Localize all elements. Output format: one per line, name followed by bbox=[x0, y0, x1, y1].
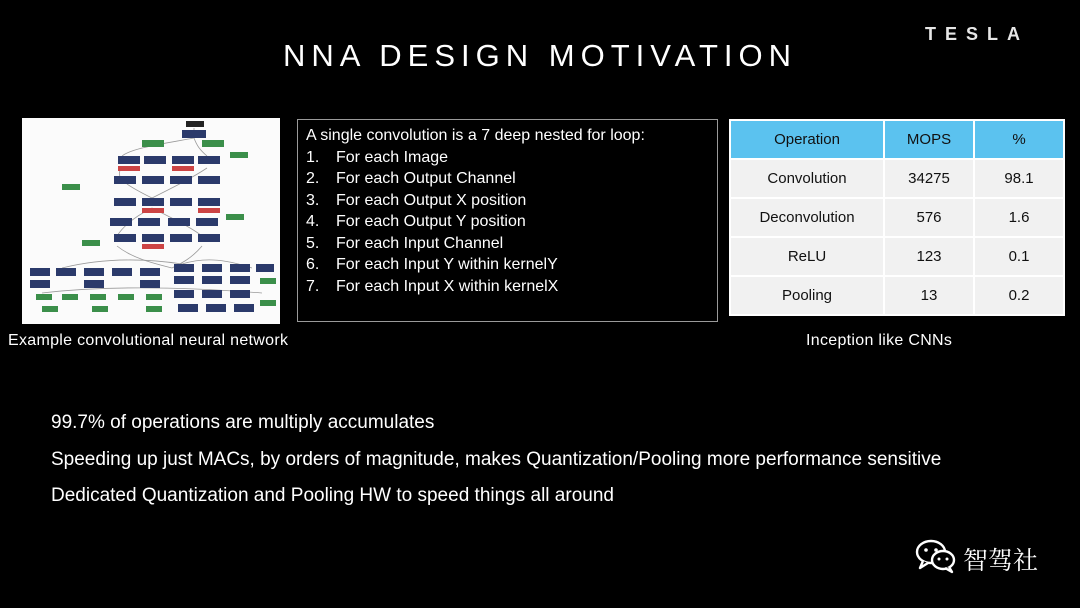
wechat-watermark bbox=[915, 538, 1038, 579]
bullet-list bbox=[51, 412, 941, 522]
cell-operation: Pooling bbox=[730, 276, 884, 315]
table-row bbox=[730, 198, 1064, 237]
cell-operation: Convolution bbox=[730, 159, 884, 198]
tesla-logo: TESLA bbox=[925, 24, 1030, 44]
cell-operation: Deconvolution bbox=[730, 198, 884, 237]
cell-mops: 576 bbox=[884, 198, 974, 237]
header-percent: % bbox=[974, 120, 1064, 159]
cell-percent: 0.2 bbox=[974, 276, 1064, 315]
table-row bbox=[730, 276, 1064, 315]
cell-mops: 123 bbox=[884, 237, 974, 276]
loop-item: 4. For each Output Y position bbox=[306, 213, 526, 230]
cnn-diagram bbox=[22, 118, 280, 324]
cell-operation: ReLU bbox=[730, 237, 884, 276]
cell-percent: 98.1 bbox=[974, 159, 1064, 198]
table-row bbox=[730, 237, 1064, 276]
header-mops: MOPS bbox=[884, 120, 974, 159]
table-header-row bbox=[730, 120, 1064, 159]
operations-table bbox=[729, 119, 1065, 316]
bullet-item: Dedicated Quantization and Pooling HW to speed things all around bbox=[51, 485, 614, 506]
diagram-caption: Example convolutional neural network bbox=[8, 332, 289, 349]
bullet-item: Speeding up just MACs, by orders of magnitude, makes Quantization/Pooling more performance sensitive bbox=[51, 448, 942, 470]
cell-mops: 34275 bbox=[884, 159, 974, 198]
cell-mops: 13 bbox=[884, 276, 974, 315]
loop-item: 6. For each Input Y within kernelY bbox=[306, 256, 558, 273]
loop-item: 5. For each Input Channel bbox=[306, 234, 504, 252]
table-row bbox=[730, 159, 1064, 198]
slide-title: NNA DESIGN MOTIVATION bbox=[282, 38, 798, 73]
cell-percent: 0.1 bbox=[974, 237, 1064, 276]
header-operation: Operation bbox=[730, 120, 884, 159]
loop-item: 3. For each Output X position bbox=[306, 191, 527, 209]
wechat-account-name: 智驾社 bbox=[963, 546, 1039, 575]
nested-loop-box bbox=[297, 119, 718, 322]
wechat-icon bbox=[915, 538, 957, 579]
loop-item: 1. For each Image bbox=[306, 148, 449, 166]
loop-item: 2. For each Output Channel bbox=[306, 170, 516, 187]
cell-percent: 1.6 bbox=[974, 198, 1064, 237]
table-caption: Inception like CNNs bbox=[806, 332, 953, 349]
loop-item: 7. For each Input X within kernelX bbox=[306, 277, 559, 295]
loop-heading: A single convolution is a 7 deep nested for loop: bbox=[306, 127, 645, 144]
bullet-item: 99.7% of operations are multiply accumulates bbox=[51, 412, 435, 433]
